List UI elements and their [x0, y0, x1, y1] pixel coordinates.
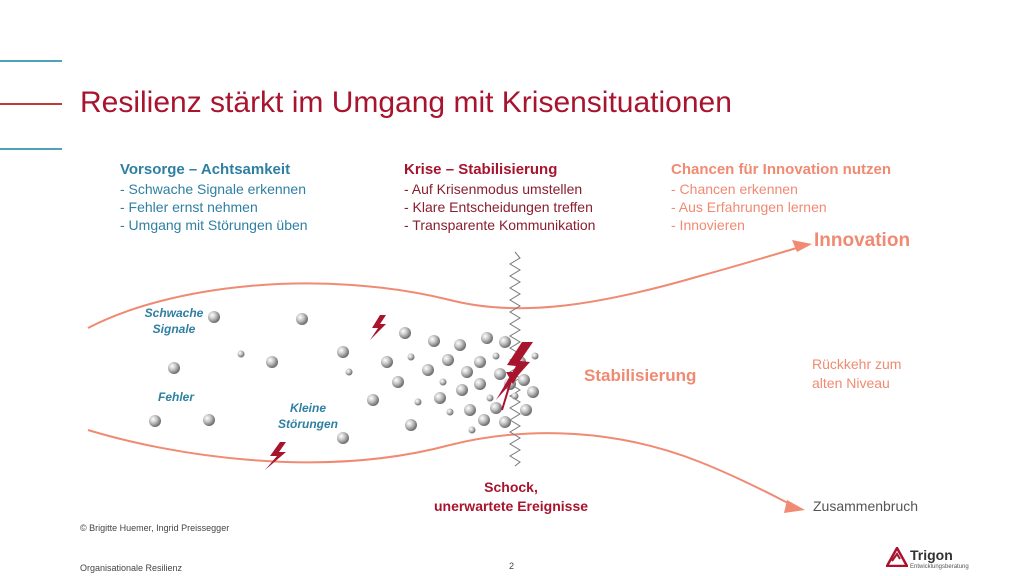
column-krise-item: - Klare Entscheidungen treffen: [404, 199, 593, 215]
label-stabilisierung: Stabilisierung: [584, 366, 697, 385]
column-vorsorge-item: - Umgang mit Störungen üben: [120, 217, 308, 233]
trigon-logo: [886, 545, 969, 573]
column-vorsorge-item: - Fehler ernst nehmen: [120, 199, 258, 215]
label-schock-line1: Schock,: [484, 479, 538, 495]
label-rueckkehr: [812, 355, 901, 393]
trigon-logo-name: Trigon: [910, 547, 953, 563]
label-zusammenbruch: Zusammenbruch: [813, 498, 919, 514]
column-krise-item: - Transparente Kommunikation: [404, 217, 596, 233]
column-krise-heading: Krise – Stabilisierung: [404, 161, 558, 178]
lightning-small-top: [370, 315, 386, 340]
column-krise-item: - Auf Krisenmodus umstellen: [404, 181, 583, 197]
trigon-logo-icon: [886, 547, 908, 567]
footer-left: Organisationale Resilienz: [80, 563, 183, 573]
label-schock: [418, 478, 604, 516]
column-vorsorge-heading: Vorsorge – Achtsamkeit: [120, 161, 291, 178]
column-vorsorge-item: - Schwache Signale erkennen: [120, 181, 307, 197]
copyright: © Brigitte Huemer, Ingrid Preissegger: [80, 523, 230, 533]
slide-title: Resilienz stärkt im Umgang mit Krisensituationen: [80, 86, 732, 119]
label-schwache-signale: [136, 305, 212, 337]
label-kleine-line1: Kleine: [289, 401, 326, 415]
lightning-small-bottom: [265, 442, 286, 470]
page-number: 2: [509, 561, 515, 571]
column-chancen-item: - Chancen erkennen: [671, 181, 798, 197]
label-schock-line2: unerwartete Ereignisse: [433, 498, 589, 514]
innovation-arrowhead: [792, 240, 812, 252]
column-chancen-heading: Chancen für Innovation nutzen: [671, 161, 891, 178]
label-innovation: Innovation: [814, 230, 911, 251]
zusammenbruch-arrowhead: [784, 500, 805, 513]
label-kleine-stoerungen: [270, 400, 346, 432]
trigon-logo-subtitle: Entwicklungsberatung: [910, 564, 969, 570]
label-schwache-line2: Signale: [152, 322, 196, 336]
column-chancen-item: - Innovieren: [671, 217, 745, 233]
column-chancen-item: - Aus Erfahrungen lernen: [671, 199, 827, 215]
label-kleine-line2: Störungen: [278, 417, 338, 431]
label-schwache-line1: Schwache: [144, 306, 204, 320]
label-rueckkehr-line1: Rückkehr zum: [812, 356, 902, 372]
label-rueckkehr-line2: alten Niveau: [812, 375, 890, 391]
label-fehler: Fehler: [157, 390, 194, 404]
